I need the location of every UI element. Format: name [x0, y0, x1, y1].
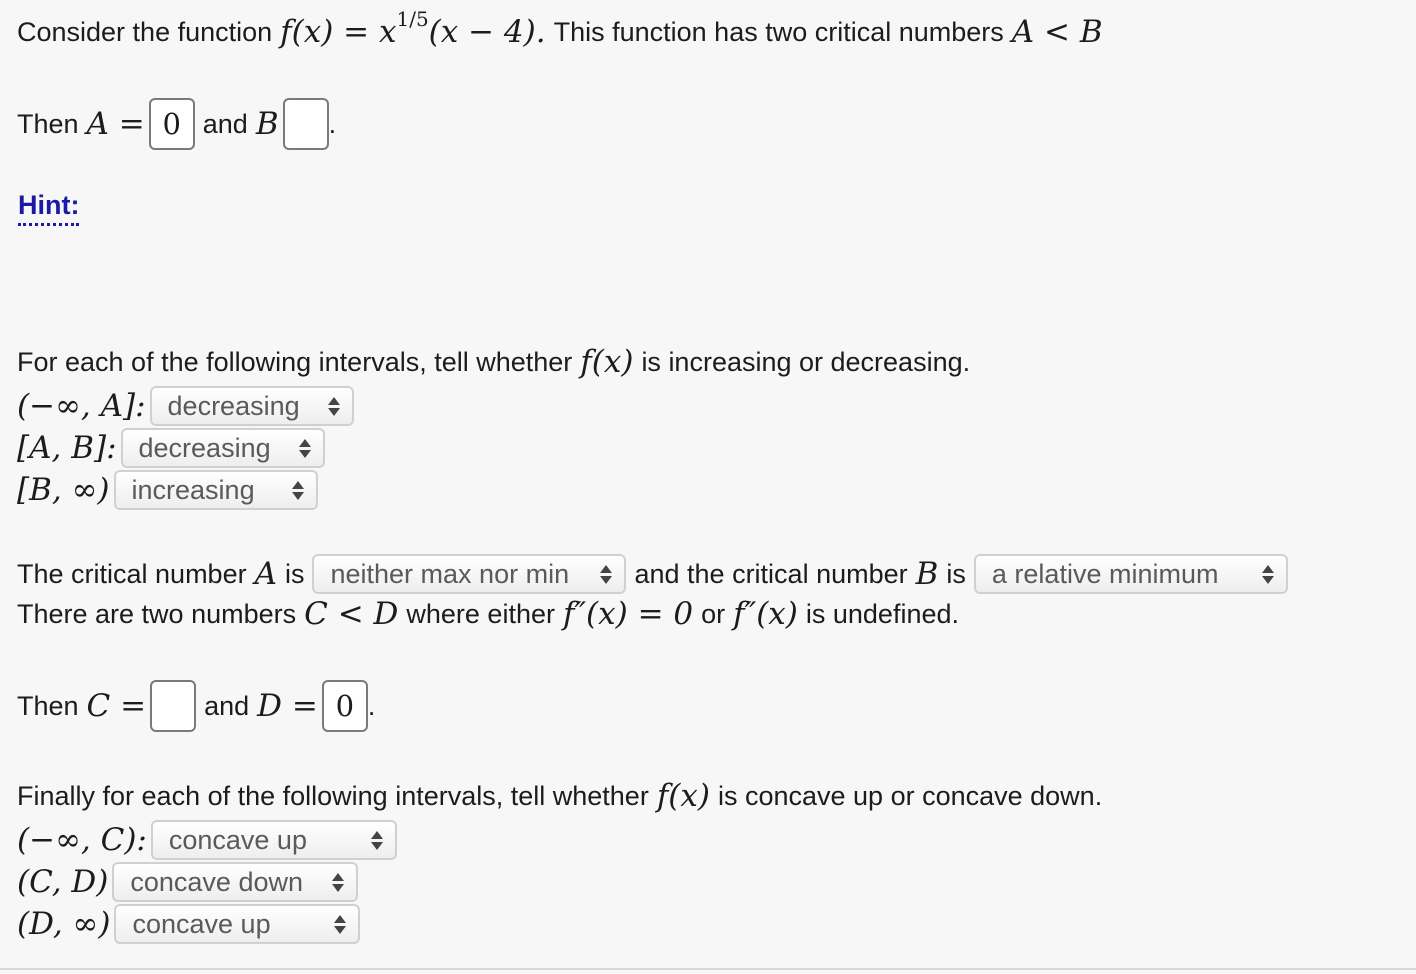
monotonic-instruction — [17, 344, 970, 380]
and-label: and — [202, 108, 248, 139]
concavity-instruction-post: is concave up or concave down. — [717, 780, 1103, 811]
monotonic-select-2[interactable] — [121, 428, 325, 468]
concavity-select-2[interactable] — [112, 862, 358, 902]
interval-label: (D, ∞) — [17, 906, 111, 942]
a-label: A = — [86, 106, 145, 142]
critical-numbers-row — [17, 98, 336, 150]
select-arrows-icon — [371, 831, 383, 850]
inflection-numbers-row — [17, 680, 375, 732]
concavity-instruction — [17, 778, 1102, 814]
c-input[interactable] — [150, 680, 196, 732]
then-label: Then — [17, 108, 79, 139]
monotonic-instruction-pre: For each of the following intervals, tell whether — [17, 346, 573, 377]
inflection-sentence-mid: where either — [406, 598, 555, 629]
concavity-row-1 — [17, 820, 397, 860]
period: . — [367, 690, 376, 721]
c-label: C = — [86, 688, 147, 724]
interval-label: (C, D) — [17, 864, 109, 900]
inflection-sentence-pre: There are two numbers — [17, 598, 297, 629]
a-input[interactable]: 0 — [149, 98, 195, 150]
interval-label: (−∞, A]: — [17, 388, 146, 424]
select-value: concave up — [132, 908, 271, 939]
select-value: neither max nor min — [330, 558, 570, 589]
concavity-row-3 — [17, 904, 360, 944]
inflection-sentence-math-2: f″(x) = 0 — [562, 596, 694, 632]
interval-label: [B, ∞) — [17, 472, 110, 508]
select-value: decreasing — [167, 390, 300, 421]
concavity-select-1[interactable] — [151, 820, 397, 860]
monotonic-instruction-post: is increasing or decreasing. — [641, 346, 971, 377]
b-input[interactable] — [283, 98, 329, 150]
bottom-divider — [0, 968, 1416, 970]
classification-is-1: is — [284, 558, 305, 589]
select-arrows-icon — [299, 439, 311, 458]
monotonic-row-2 — [17, 428, 325, 468]
b-label: B — [255, 106, 279, 142]
select-value: decreasing — [138, 432, 271, 463]
then-label: Then — [17, 690, 79, 721]
intro-suffix: This function has two critical numbers — [553, 16, 1004, 47]
select-value: a relative minimum — [991, 558, 1219, 589]
interval-label: (−∞, C): — [17, 822, 147, 858]
classification-text-1: The critical number — [17, 558, 247, 589]
function-exponent: 1/5 — [396, 7, 429, 31]
select-value: concave down — [130, 866, 303, 897]
concavity-instruction-math: f(x) — [656, 778, 710, 814]
select-arrows-icon — [328, 397, 340, 416]
select-arrows-icon — [334, 915, 346, 934]
intro-text: Consider the function — [17, 16, 273, 47]
classification-b: B — [915, 556, 939, 592]
inflection-sentence-math-1: C < D — [304, 596, 399, 632]
a-classification-select[interactable] — [312, 554, 626, 594]
select-arrows-icon — [1262, 565, 1274, 584]
concavity-select-3[interactable] — [114, 904, 360, 944]
hint-link[interactable]: Hint: — [18, 190, 79, 226]
monotonic-select-3[interactable] — [114, 470, 318, 510]
select-value: concave up — [168, 824, 307, 855]
d-input[interactable]: 0 — [322, 680, 368, 732]
function-tail: (x − 4). — [428, 14, 546, 50]
function-definition: (x) = x — [291, 14, 397, 50]
classification-row — [17, 554, 1288, 594]
classification-a: A — [254, 556, 277, 592]
interval-label: [A, B]: — [17, 430, 117, 466]
concavity-row-2 — [17, 862, 358, 902]
problem-statement — [17, 7, 1103, 50]
classification-text-2: and the critical number — [634, 558, 908, 589]
inflection-sentence-math-3: f″(x) — [733, 596, 798, 632]
select-arrows-icon — [600, 565, 612, 584]
critical-relation: A < B — [1011, 14, 1103, 50]
monotonic-row-3 — [17, 470, 318, 510]
function-name: f — [280, 14, 292, 50]
inflection-sentence-or: or — [701, 598, 726, 629]
select-value: increasing — [131, 474, 255, 505]
concavity-instruction-pre: Finally for each of the following intervals, tell whether — [17, 780, 649, 811]
select-arrows-icon — [292, 481, 304, 500]
inflection-sentence — [17, 596, 959, 632]
inflection-sentence-post: is undefined. — [805, 598, 959, 629]
period: . — [328, 108, 337, 139]
and-label: and — [204, 690, 250, 721]
select-arrows-icon — [332, 873, 344, 892]
b-classification-select[interactable] — [974, 554, 1288, 594]
monotonic-instruction-math: f(x) — [580, 344, 634, 380]
classification-is-2: is — [946, 558, 966, 589]
monotonic-select-1[interactable] — [150, 386, 354, 426]
d-label: D = — [257, 688, 318, 724]
monotonic-row-1 — [17, 386, 354, 426]
